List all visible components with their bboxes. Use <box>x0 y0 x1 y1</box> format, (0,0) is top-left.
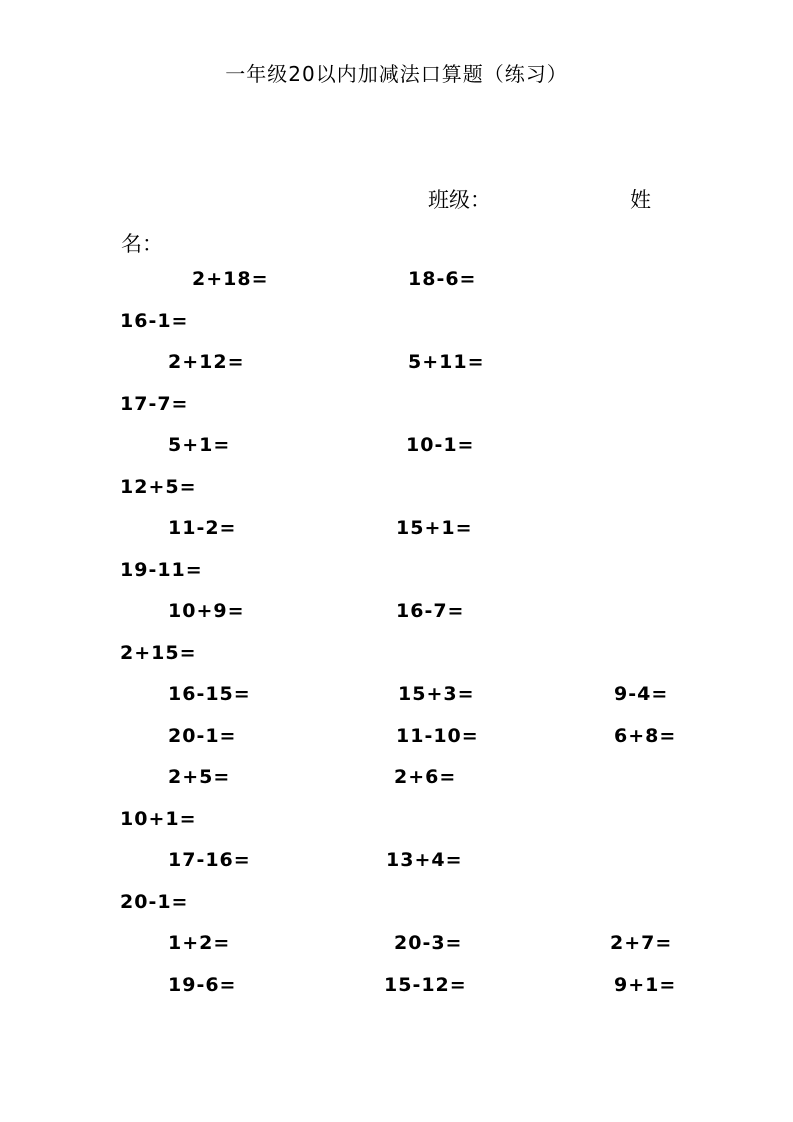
page-title: 一年级20以内加减法口算题（练习） <box>225 62 568 86</box>
problem: 11-2= <box>168 517 237 539</box>
problem: 15-12= <box>384 974 467 996</box>
problem: 15+1= <box>396 517 473 539</box>
problem: 17-7= <box>120 393 189 415</box>
problem: 2+18= <box>192 268 269 290</box>
problem: 20-1= <box>120 891 189 913</box>
problem: 2+12= <box>168 351 245 373</box>
problem: 5+11= <box>408 351 485 373</box>
problem: 18-6= <box>408 268 477 290</box>
problem: 16-1= <box>120 310 189 332</box>
problem: 5+1= <box>168 434 231 456</box>
problem: 2+15= <box>120 642 197 664</box>
problem: 13+4= <box>386 849 463 871</box>
problem: 20-1= <box>168 725 237 747</box>
problem: 10+1= <box>120 808 197 830</box>
problem: 17-16= <box>168 849 251 871</box>
problem: 19-11= <box>120 559 203 581</box>
problem: 10+9= <box>168 600 245 622</box>
problem: 2+7= <box>610 932 673 954</box>
problem: 2+5= <box>168 766 231 788</box>
problem: 2+6= <box>394 766 457 788</box>
problem: 6+8= <box>614 725 677 747</box>
problem: 19-6= <box>168 974 237 996</box>
problem: 9+1= <box>614 974 677 996</box>
problem: 16-15= <box>168 683 251 705</box>
class-label: 班级： <box>428 188 491 212</box>
problem: 11-10= <box>396 725 479 747</box>
problem: 10-1= <box>406 434 475 456</box>
problem: 20-3= <box>394 932 463 954</box>
problem: 1+2= <box>168 932 231 954</box>
problem: 9-4= <box>614 683 669 705</box>
problem: 15+3= <box>398 683 475 705</box>
problem: 16-7= <box>396 600 465 622</box>
name-label-part1: 姓 <box>630 188 651 212</box>
name-label-part2: 名： <box>121 232 163 256</box>
problem: 12+5= <box>120 476 197 498</box>
